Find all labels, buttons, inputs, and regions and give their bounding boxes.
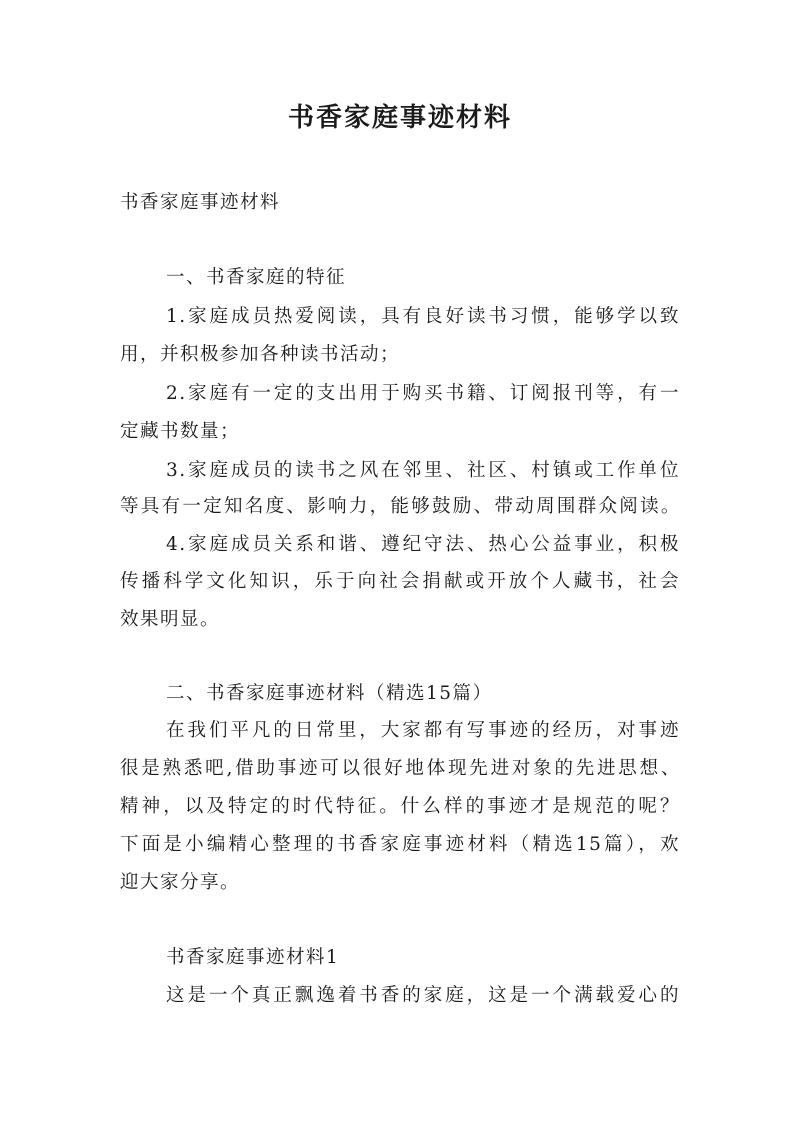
paragraph-line: 在我们平凡的日常里，大家都有写事迹的经历，对事迹 — [166, 720, 680, 741]
paragraph-line: 4.家庭成员关系和谐、遵纪守法、热心公益事业，积极 — [166, 534, 680, 555]
paragraph-line: 1.家庭成员热爱阅读，具有良好读书习惯，能够学以致 — [166, 306, 680, 327]
paragraph-line: 这是一个真正飘逸着书香的家庭，这是一个满载爱心的 — [166, 985, 680, 1006]
document-subtitle: 书香家庭事迹材料 — [120, 192, 281, 213]
paragraph-line: 效果明显。 — [120, 609, 221, 630]
section-heading-1: 一、书香家庭的特征 — [166, 267, 347, 288]
paragraph-line: 用，并积极参加各种读书活动； — [120, 344, 401, 365]
document-title: 书香家庭事迹材料 — [287, 103, 512, 133]
paragraph-line: 等具有一定知名度、影响力，能够鼓励、带动周围群众阅读。 — [120, 496, 680, 517]
paragraph-line: 精神，以及特定的时代特征。什么样的事迹才是规范的呢？ — [120, 796, 680, 817]
article-heading-1: 书香家庭事迹材料1 — [166, 947, 340, 968]
paragraph-line: 迎大家分享。 — [120, 872, 241, 893]
section-heading-2: 二、书香家庭事迹材料（精选15篇） — [166, 683, 493, 704]
paragraph-line: 下面是小编精心整理的书香家庭事迹材料（精选15篇），欢 — [120, 834, 680, 855]
paragraph-line: 3.家庭成员的读书之风在邻里、社区、村镇或工作单位 — [166, 460, 680, 481]
paragraph-line: 2.家庭有一定的支出用于购买书籍、订阅报刊等，有一 — [166, 383, 680, 404]
paragraph-line: 定藏书数量； — [120, 421, 241, 442]
paragraph-line: 传播科学文化知识，乐于向社会捐献或开放个人藏书，社会 — [120, 571, 680, 592]
paragraph-line: 很是熟悉吧,借助事迹可以很好地体现先进对象的先进思想、 — [120, 758, 680, 779]
